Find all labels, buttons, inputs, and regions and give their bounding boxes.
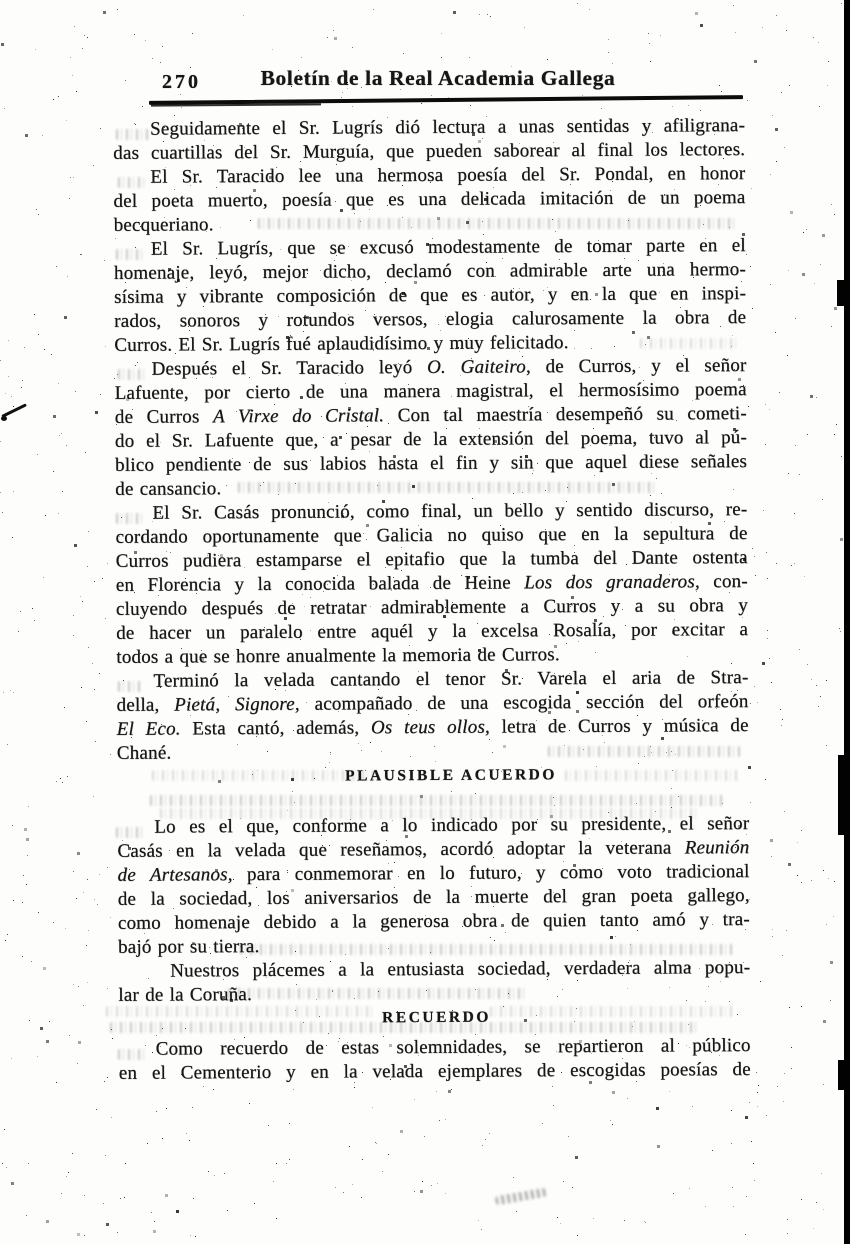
bleed-through-artifact <box>228 988 528 999</box>
text-segment: en Florencia y la conocida balada de Heine <box>115 572 525 596</box>
paragraph <box>114 354 747 502</box>
text-segment: cluyendo después de retratar admirablemente a Curros y a su obra y <box>115 595 749 620</box>
section-heading: PLAUSIBLE ACUERDO <box>345 766 557 785</box>
text-segment: rados, sonoros y rotundos versos, elogia calurosamente la obra de <box>114 307 747 332</box>
text-line <box>118 956 750 984</box>
text-segment: Casás en la velada que reseñamos, acordó adoptar la veterana <box>117 837 685 862</box>
bleed-through-artifact <box>258 218 738 229</box>
bleed-through-artifact <box>118 369 146 380</box>
text-line <box>117 714 749 742</box>
scan-edge-bar-nub <box>837 280 844 306</box>
bleed-through-artifact <box>160 808 700 819</box>
journal-title: Boletín de la Real Academia Gallega <box>260 66 616 90</box>
text-segment: de cansancio. <box>115 478 222 500</box>
text-segment: lar de la Coruña. <box>118 984 253 1006</box>
text-line <box>114 306 746 334</box>
text-line <box>113 186 745 214</box>
text-segment: para conmemorar en lo futuro, y como voto tradicional <box>232 861 750 886</box>
page-number: 270 <box>162 71 201 93</box>
text-line <box>116 618 748 646</box>
text-segment: como homenaje debido a la generosa obra de quien tanto amó y tra- <box>117 909 750 934</box>
text-segment-italic: O. Gaiteiro, <box>427 356 531 379</box>
text-segment-italic: Pietá, Signore, <box>174 693 300 716</box>
text-segment: acompañado de una escogida sección del orfeón <box>299 691 749 715</box>
text-segment: sísima y vibrante composición de que es autor, y en la que en inspi- <box>114 283 747 308</box>
text-segment: de la sociedad, los aniversarios de la muerte del gran poeta gallego, <box>117 885 750 910</box>
bleed-through-artifact <box>116 827 146 838</box>
bleed-through-artifact <box>490 1006 735 1017</box>
text-segment-italic: Los dos granaderos, <box>524 571 700 594</box>
bleed-through-artifact <box>565 770 740 781</box>
paragraph <box>118 956 750 1008</box>
text-segment: do el Sr. Lafuente que, a pesar de la extensión del poema, tuvo al pú- <box>114 427 748 452</box>
paragraph <box>119 1034 751 1086</box>
paragraph <box>115 498 748 670</box>
text-segment: de Curros, y el señor <box>530 355 747 378</box>
text-segment: todos a que se honre anualmente la memoria de Curros. <box>116 644 560 668</box>
text-segment: de Curros <box>114 406 214 428</box>
bleed-through-artifact <box>118 177 144 188</box>
text-line <box>119 1058 751 1086</box>
text-segment: bajó por su tierra. <box>118 936 260 958</box>
bleed-through-artifact <box>150 795 725 806</box>
text-segment-italic: El Eco. <box>116 718 181 740</box>
text-segment: Lafuente, por cierto de una manera magistral, el hermosísimo poema <box>114 379 747 404</box>
paragraph <box>113 114 745 166</box>
text-segment: letra de Curros y música de <box>489 715 749 738</box>
bleed-through-artifact <box>548 746 740 757</box>
scan-edge-bar-nub <box>838 755 844 835</box>
text-segment: en el Cementerio y en la velada ejemplares de escogidas poesías de <box>118 1059 751 1084</box>
text-segment-italic: de Artesanos, <box>117 864 233 886</box>
text-segment: del poeta muerto, poesía que es una delicada imitación de un poema <box>113 187 746 212</box>
text-segment: das cuartillas del Sr. Murguía, que pueden saborear al final los lectores. <box>113 139 746 164</box>
article-text <box>113 114 751 1086</box>
bleed-through-artifact <box>640 338 740 349</box>
text-segment: becqueriano. <box>113 214 214 236</box>
bleed-through-artifact <box>116 513 142 524</box>
text-segment: Curros. El Sr. Lugrís fué aplaudidísimo y muy felicitado. <box>114 332 569 356</box>
text-segment: Nuestros plácemes a la entusiasta sociedad, verdadera alma popu- <box>170 957 751 982</box>
bleed-through-artifact <box>116 129 150 140</box>
text-segment: Después el Sr. Taracido leyó <box>151 357 428 380</box>
text-segment: con- <box>699 571 748 593</box>
text-segment: homenaje, leyó, mejor dicho, declamó con admirable arte una hermo- <box>113 259 747 284</box>
bleed-through-artifact <box>106 1006 376 1017</box>
ink-smudge <box>495 1188 548 1206</box>
text-segment: Esta cantó, además, <box>180 717 371 740</box>
scan-edge-bar <box>844 0 850 1244</box>
scan-noise <box>0 0 1 1</box>
text-segment: Terminó la velada cantando el tenor Sr. Varela el aria de Stra- <box>153 667 749 692</box>
text-segment-italic: Os teus ollos, <box>370 716 491 739</box>
text-segment: Seguidamente el Sr. Lugrís dió lectura a unas sentidas y afiligrana- <box>150 115 746 140</box>
bleed-through-artifact <box>240 944 735 955</box>
text-segment: de hacer un paralelo entre aquél y la excelsa Rosalía, por excitar a <box>116 619 749 644</box>
bleed-through-artifact <box>152 770 377 781</box>
text-segment: Chané. <box>116 742 172 764</box>
text-segment: El Sr. Taracido lee una hermosa poesía del Sr. Pondal, en honor <box>150 163 746 188</box>
section-heading: RECUERDO <box>382 1008 491 1027</box>
header-rule-shadow <box>151 103 321 106</box>
text-segment: Lo es el que, conforme a lo indicado por su presidente, el señor <box>154 813 750 838</box>
paragraph <box>117 812 750 960</box>
bleed-through-artifact <box>116 249 146 260</box>
text-line <box>115 450 747 478</box>
text-segment-italic: A Virxe do Cristal. <box>212 405 385 428</box>
bleed-through-artifact <box>238 482 658 493</box>
bleed-through-artifact <box>118 1049 148 1060</box>
text-segment: blico pendiente de sus labios hasta el fin y sin que aquel diese señales <box>115 451 748 476</box>
text-segment: Curros pudiera estamparse el epitafio que la tumba del Dante ostenta <box>115 547 748 572</box>
text-segment: El Sr. Casás pronunció, como final, un bello y sentido discurso, re- <box>152 499 748 524</box>
text-line <box>118 908 750 936</box>
bleed-through-artifact <box>118 681 142 692</box>
text-segment: della, <box>116 694 175 716</box>
text-segment-italic: Reunión <box>684 837 750 859</box>
text-segment: Con tal maestría desempeñó su cometi- <box>384 403 747 427</box>
text-segment: El Sr. Lugrís, que se excusó modestamente de tomar parte en el <box>150 235 746 260</box>
pen-mark-artifact <box>1 416 7 421</box>
scan-edge-bar-nub <box>838 1060 844 1090</box>
text-segment: Como recuerdo de estas solemnidades, se repartieron al público <box>155 1035 751 1060</box>
bleed-through-artifact <box>110 1022 700 1033</box>
text-segment: cordando oportunamente que Galicia no quiso que en la sepultura de <box>115 523 748 548</box>
